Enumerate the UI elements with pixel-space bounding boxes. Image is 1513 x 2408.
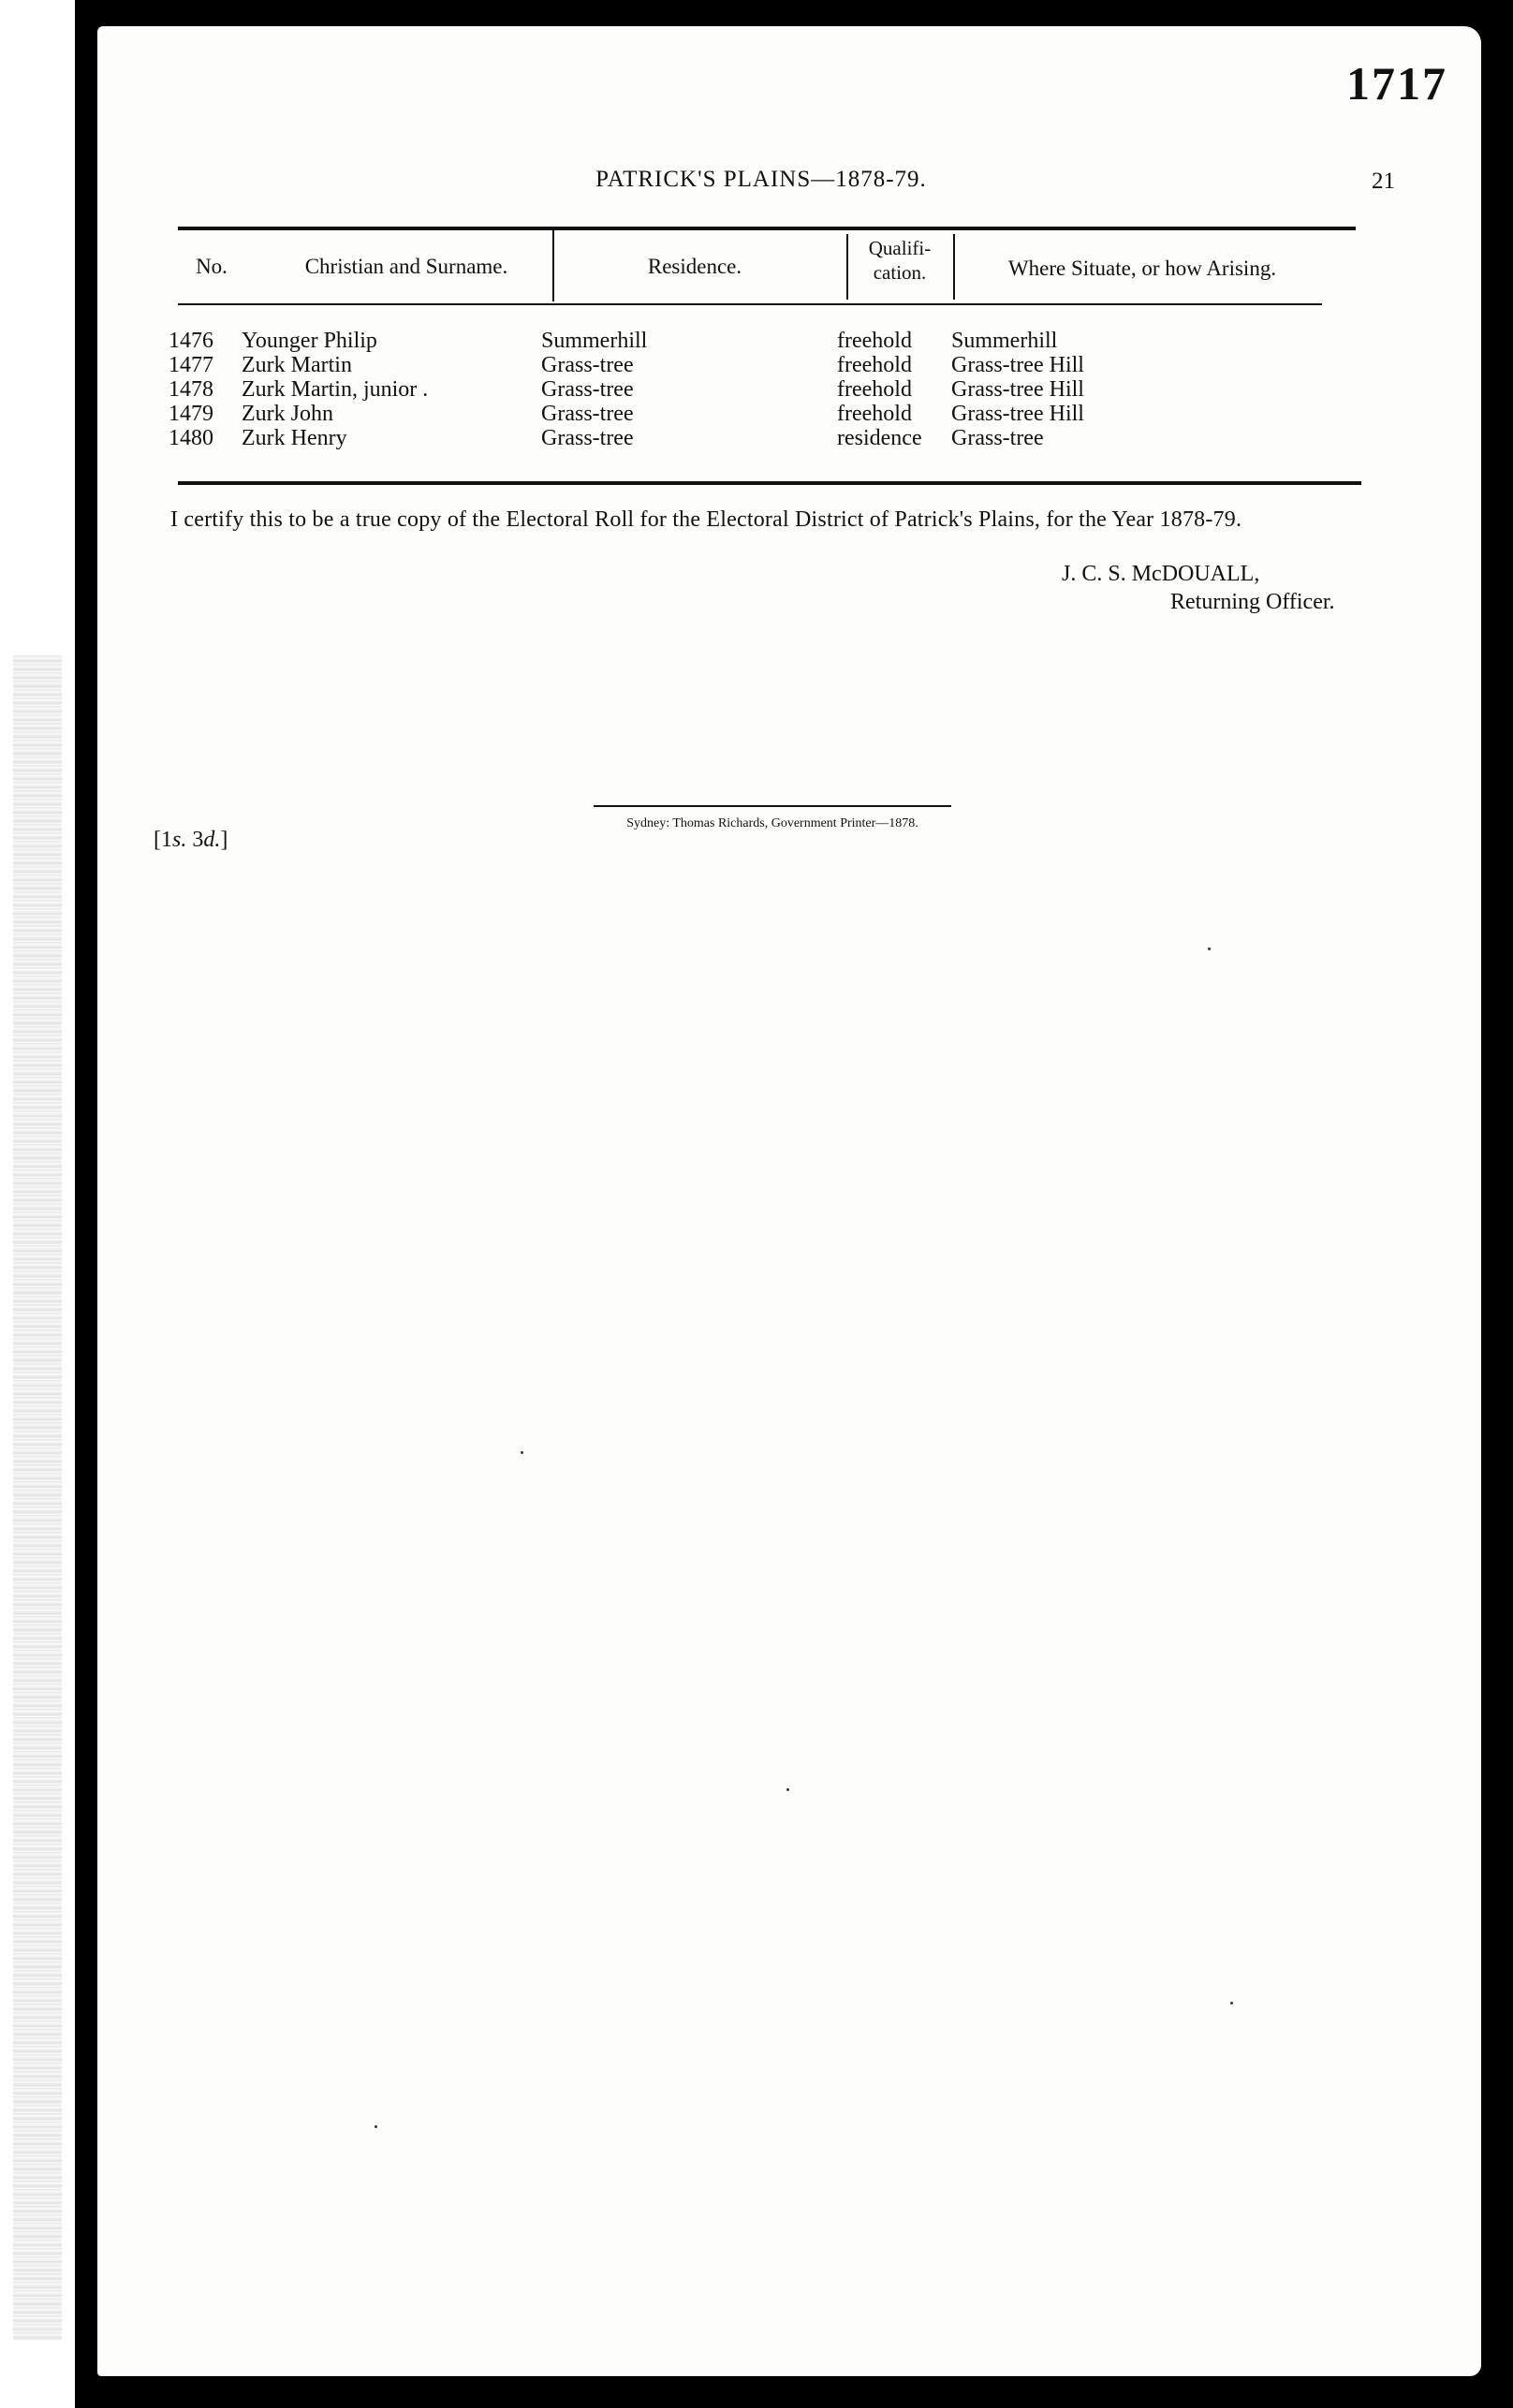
column-header-residence: Residence.	[647, 255, 742, 278]
cell-residence: Grass-tree	[541, 377, 634, 402]
cell-no: 1476	[169, 329, 213, 353]
cell-name: Zurk Martin, junior .	[242, 377, 429, 402]
cell-where: Grass-tree	[951, 426, 1044, 450]
document-page	[97, 26, 1481, 2376]
cell-where: Summerhill	[951, 329, 1058, 353]
price-open: [1	[154, 828, 172, 852]
table-top-rule	[178, 227, 1356, 230]
cell-qualification: freehold	[837, 402, 912, 426]
page-number: 21	[1372, 169, 1395, 194]
table-header-rule	[178, 303, 1322, 305]
cell-residence: Summerhill	[541, 329, 648, 353]
signatory-role: Returning Officer.	[1170, 590, 1335, 614]
certification-statement: I certify this to be a true copy of the Electoral Roll for the Electoral District of Patrick's Plains, for the Year 1878-79.	[170, 507, 1242, 532]
column-header-qualification-line1: Qualifi-	[868, 237, 932, 259]
cell-name: Younger Philip	[242, 329, 377, 353]
cell-where: Grass-tree Hill	[951, 353, 1084, 377]
cell-name: Zurk Martin	[242, 353, 352, 377]
cell-no: 1479	[169, 402, 213, 426]
imprint-rule	[594, 805, 951, 807]
price-close: ]	[220, 828, 228, 852]
scan-speck	[1208, 947, 1211, 950]
cell-no: 1480	[169, 426, 213, 450]
cell-qualification: freehold	[837, 329, 912, 353]
scan-speck	[786, 1788, 789, 1791]
cell-name: Zurk John	[242, 402, 333, 426]
cell-qualification: freehold	[837, 353, 912, 377]
price-pence-value: 3	[186, 828, 204, 852]
signatory-name: J. C. S. McDOUALL,	[1062, 562, 1260, 586]
price-mark	[154, 828, 228, 853]
column-header-no: No.	[196, 255, 228, 278]
left-margin-strip	[0, 0, 75, 2408]
table-bottom-rule	[178, 481, 1361, 485]
cell-no: 1478	[169, 377, 213, 402]
scan-speck	[521, 1451, 523, 1454]
cell-where: Grass-tree Hill	[951, 402, 1084, 426]
column-header-qualification	[848, 236, 951, 285]
column-header-name: Christian and Surname.	[304, 255, 508, 278]
column-header-qualification-line2: cation.	[873, 261, 927, 284]
cell-where: Grass-tree Hill	[951, 377, 1084, 402]
page-title: PATRICK'S PLAINS—1878-79.	[595, 167, 927, 192]
cell-residence: Grass-tree	[541, 402, 634, 426]
cell-residence: Grass-tree	[541, 426, 634, 450]
price-shillings-unit: s.	[172, 828, 187, 852]
cell-qualification: freehold	[837, 377, 912, 402]
cell-no: 1477	[169, 353, 213, 377]
scan-speck	[1230, 2002, 1233, 2004]
price-pence-unit: d.	[203, 828, 221, 852]
binding-gutter	[13, 655, 62, 2341]
cell-residence: Grass-tree	[541, 353, 634, 377]
column-header-where: Where Situate, or how Arising.	[1007, 257, 1277, 280]
cell-name: Zurk Henry	[242, 426, 347, 450]
folio-number: 1717	[1346, 57, 1447, 110]
printer-imprint: Sydney: Thomas Richards, Government Printer—1878.	[626, 816, 918, 830]
cell-qualification: residence	[837, 426, 922, 450]
scan-speck	[375, 2125, 377, 2128]
